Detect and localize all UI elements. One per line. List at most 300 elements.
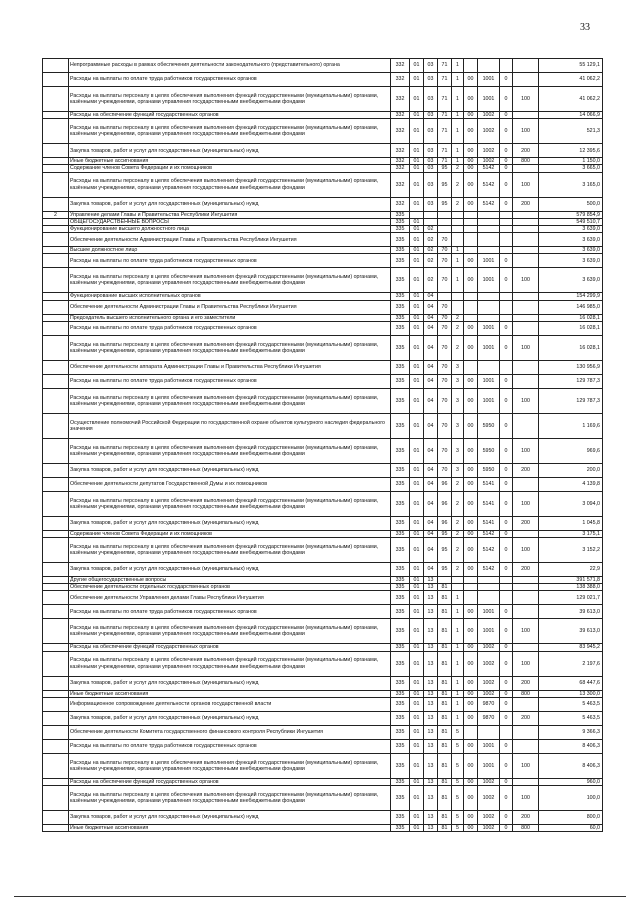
table-row (43, 144, 603, 158)
expense-type-code-cell (513, 233, 539, 247)
subsection-code-cell: 13 (424, 619, 438, 644)
expense-type-code-cell (513, 697, 539, 711)
subprogram-code-cell: 1 (452, 87, 464, 112)
program-code-cell: 70 (438, 268, 452, 293)
administrator-code-cell: 335 (391, 753, 410, 778)
row-number-cell (43, 644, 69, 651)
direction-code-cell: 5142 (478, 197, 500, 211)
table-row (43, 226, 603, 233)
direction-code-cell: 5141 (478, 491, 500, 516)
direction-code-cell: 1001 (478, 87, 500, 112)
table-row (43, 516, 603, 530)
amount-cell: 129 021,7 (539, 591, 603, 605)
expense-type-code-cell: 200 (513, 463, 539, 477)
expense-type-code-cell (513, 739, 539, 753)
section-code-cell: 01 (410, 218, 424, 225)
event-code-cell: 00 (464, 477, 478, 491)
expense-name-cell: Закупка товаров, работ и услуг для государственных (муниципальных) нужд (69, 144, 391, 158)
row-number-cell (43, 753, 69, 778)
subprogram-code-cell: 5 (452, 778, 464, 785)
row-number-cell (43, 563, 69, 577)
expense-name-cell: Председатель высшего исполнительного органа и его заместители (69, 314, 391, 321)
expense-name-cell: Расходы на выплаты персоналу в целях обеспечения выполнения функций государственными (муниципальными) органами, казёнными учреждениями, органами управления государственными внебюджетными фондами (69, 491, 391, 516)
administrator-code-cell: 332 (391, 144, 410, 158)
administrator-code-cell: 335 (391, 825, 410, 832)
expense-type-code-cell (513, 584, 539, 591)
section-code-cell: 01 (410, 786, 424, 811)
event-code-cell: 00 (464, 825, 478, 832)
administrator-code-cell: 335 (391, 651, 410, 676)
event-code-cell: 00 (464, 413, 478, 438)
expense-type-code-cell: 100 (513, 491, 539, 516)
row-number-cell (43, 254, 69, 268)
subsection-code-cell: 13 (424, 651, 438, 676)
table-row (43, 119, 603, 144)
administrator-code-cell: 335 (391, 226, 410, 233)
amount-cell: 549 510,7 (539, 218, 603, 225)
subsection-code-cell: 13 (424, 786, 438, 811)
section-code-cell: 01 (410, 87, 424, 112)
direction-code-cell: 1002 (478, 112, 500, 119)
direction-suffix-cell: 0 (500, 811, 513, 825)
expense-type-code-cell: 100 (513, 119, 539, 144)
expense-name-cell: Расходы на выплаты персоналу в целях обеспечения выполнения функций государственными (муниципальными) органами, казёнными учреждениями, органами управления государственными внебюджетными фондами (69, 619, 391, 644)
amount-cell: 154 299,9 (539, 293, 603, 300)
row-number-cell (43, 73, 69, 87)
direction-suffix-cell (500, 577, 513, 584)
event-code-cell (464, 226, 478, 233)
subsection-code-cell: 04 (424, 335, 438, 360)
expense-name-cell: Обеспечение деятельности аппарата Администрации Главы и Правительства Республики Ингушетия (69, 360, 391, 374)
program-code-cell: 81 (438, 725, 452, 739)
section-code-cell: 01 (410, 247, 424, 254)
direction-suffix-cell: 0 (500, 87, 513, 112)
subprogram-code-cell (452, 233, 464, 247)
direction-suffix-cell: 0 (500, 538, 513, 563)
table-row (43, 413, 603, 438)
program-code-cell: 70 (438, 413, 452, 438)
program-code-cell: 71 (438, 112, 452, 119)
subsection-code-cell: 02 (424, 233, 438, 247)
row-number-cell (43, 226, 69, 233)
event-code-cell (464, 300, 478, 314)
row-number-cell (43, 725, 69, 739)
event-code-cell: 00 (464, 158, 478, 165)
expense-type-code-cell: 100 (513, 786, 539, 811)
event-code-cell: 00 (464, 516, 478, 530)
table-row (43, 158, 603, 165)
expense-type-code-cell (513, 530, 539, 537)
table-row (43, 605, 603, 619)
amount-cell: 1 045,8 (539, 516, 603, 530)
subsection-code-cell: 04 (424, 300, 438, 314)
program-code-cell: 70 (438, 321, 452, 335)
section-code-cell: 01 (410, 233, 424, 247)
direction-code-cell: 1002 (478, 651, 500, 676)
direction-code-cell: 1001 (478, 268, 500, 293)
table-row (43, 825, 603, 832)
administrator-code-cell: 335 (391, 268, 410, 293)
event-code-cell (464, 584, 478, 591)
subprogram-code-cell: 1 (452, 119, 464, 144)
direction-suffix-cell (500, 314, 513, 321)
table-row (43, 218, 603, 225)
amount-cell: 5 463,5 (539, 697, 603, 711)
row-number-cell (43, 619, 69, 644)
direction-code-cell (478, 725, 500, 739)
direction-code-cell: 1001 (478, 335, 500, 360)
direction-code-cell (478, 360, 500, 374)
subsection-code-cell: 13 (424, 644, 438, 651)
direction-code-cell: 1002 (478, 825, 500, 832)
program-code-cell: 81 (438, 753, 452, 778)
table-row (43, 491, 603, 516)
section-code-cell: 01 (410, 388, 424, 413)
amount-cell: 14 066,9 (539, 112, 603, 119)
administrator-code-cell: 335 (391, 676, 410, 690)
subsection-code-cell: 04 (424, 538, 438, 563)
event-code-cell: 00 (464, 87, 478, 112)
row-number-cell (43, 825, 69, 832)
subprogram-code-cell: 2 (452, 530, 464, 537)
expense-name-cell: Закупка товаров, работ и услуг для государственных (муниципальных) нужд (69, 711, 391, 725)
direction-code-cell: 5950 (478, 438, 500, 463)
program-code-cell: 81 (438, 786, 452, 811)
direction-code-cell: 1001 (478, 73, 500, 87)
administrator-code-cell: 335 (391, 697, 410, 711)
event-code-cell: 00 (464, 811, 478, 825)
section-code-cell: 01 (410, 491, 424, 516)
section-code-cell: 01 (410, 577, 424, 584)
event-code-cell (464, 233, 478, 247)
amount-cell: 8 406,3 (539, 739, 603, 753)
table-row (43, 374, 603, 388)
expense-name-cell: Иные бюджетные ассигнования (69, 690, 391, 697)
subsection-code-cell: 03 (424, 158, 438, 165)
expense-type-code-cell: 200 (513, 516, 539, 530)
expense-type-code-cell (513, 591, 539, 605)
expense-type-code-cell (513, 247, 539, 254)
program-code-cell: 95 (438, 197, 452, 211)
page-number: 33 (580, 22, 590, 33)
expense-name-cell: Закупка товаров, работ и услуг для государственных (муниципальных) нужд (69, 516, 391, 530)
administrator-code-cell: 335 (391, 463, 410, 477)
subsection-code-cell: 13 (424, 725, 438, 739)
administrator-code-cell: 335 (391, 690, 410, 697)
budget-table-body (43, 59, 603, 832)
subprogram-code-cell: 1 (452, 254, 464, 268)
table-row (43, 739, 603, 753)
administrator-code-cell: 335 (391, 293, 410, 300)
section-code-cell: 01 (410, 172, 424, 197)
expense-name-cell: Расходы на выплаты персоналу в целях обеспечения выполнения функций государственными (муниципальными) органами, казёнными учреждениями, органами управления государственными внебюджетными фондами (69, 786, 391, 811)
program-code-cell: 95 (438, 538, 452, 563)
expense-name-cell: Расходы на выплаты персоналу в целях обеспечения выполнения функций государственными (муниципальными) органами, казёнными учреждениями, органами управления государственными внебюджетными фондами (69, 335, 391, 360)
amount-cell: 39 613,0 (539, 605, 603, 619)
subprogram-code-cell: 2 (452, 538, 464, 563)
direction-code-cell: 5950 (478, 463, 500, 477)
program-code-cell: 71 (438, 158, 452, 165)
amount-cell: 9 366,3 (539, 725, 603, 739)
table-row (43, 690, 603, 697)
subsection-code-cell: 04 (424, 321, 438, 335)
expense-name-cell: Расходы на выплаты персоналу в целях обеспечения выполнения функций государственными (муниципальными) органами, казёнными учреждениями, органами управления государственными внебюджетными фондами (69, 438, 391, 463)
direction-suffix-cell: 0 (500, 119, 513, 144)
direction-code-cell: 1002 (478, 158, 500, 165)
section-code-cell: 01 (410, 516, 424, 530)
row-number-cell (43, 360, 69, 374)
amount-cell: 579 854,9 (539, 211, 603, 218)
row-number-cell (43, 690, 69, 697)
subsection-code-cell: 03 (424, 144, 438, 158)
event-code-cell: 00 (464, 463, 478, 477)
event-code-cell: 00 (464, 172, 478, 197)
direction-code-cell: 1001 (478, 374, 500, 388)
subprogram-code-cell: 1 (452, 112, 464, 119)
amount-cell: 969,6 (539, 438, 603, 463)
expense-type-code-cell (513, 218, 539, 225)
table-row (43, 778, 603, 785)
section-code-cell: 01 (410, 321, 424, 335)
program-code-cell: 81 (438, 739, 452, 753)
table-row (43, 233, 603, 247)
subprogram-code-cell: 1 (452, 158, 464, 165)
row-number-cell (43, 605, 69, 619)
direction-code-cell: 1001 (478, 388, 500, 413)
subprogram-code-cell: 2 (452, 516, 464, 530)
event-code-cell: 00 (464, 651, 478, 676)
direction-code-cell: 5142 (478, 172, 500, 197)
row-number-cell (43, 591, 69, 605)
section-code-cell: 01 (410, 619, 424, 644)
event-code-cell: 00 (464, 605, 478, 619)
event-code-cell: 00 (464, 268, 478, 293)
section-code-cell: 01 (410, 268, 424, 293)
amount-cell: 800,0 (539, 811, 603, 825)
amount-cell: 1 150,0 (539, 158, 603, 165)
row-number-cell (43, 778, 69, 785)
subprogram-code-cell: 2 (452, 197, 464, 211)
section-code-cell: 01 (410, 644, 424, 651)
table-row (43, 591, 603, 605)
row-number-cell (43, 811, 69, 825)
amount-cell: 12 395,6 (539, 144, 603, 158)
event-code-cell: 00 (464, 438, 478, 463)
direction-code-cell (478, 211, 500, 218)
subsection-code-cell: 04 (424, 388, 438, 413)
amount-cell: 22,9 (539, 563, 603, 577)
row-number-cell (43, 584, 69, 591)
expense-name-cell: Закупка товаров, работ и услуг для государственных (муниципальных) нужд (69, 676, 391, 690)
subprogram-code-cell: 1 (452, 247, 464, 254)
section-code-cell: 01 (410, 725, 424, 739)
program-code-cell: 81 (438, 591, 452, 605)
direction-suffix-cell (500, 300, 513, 314)
direction-suffix-cell: 0 (500, 335, 513, 360)
direction-suffix-cell: 0 (500, 644, 513, 651)
event-code-cell (464, 314, 478, 321)
event-code-cell (464, 218, 478, 225)
administrator-code-cell: 335 (391, 811, 410, 825)
direction-suffix-cell: 0 (500, 491, 513, 516)
expense-type-code-cell (513, 778, 539, 785)
section-code-cell: 01 (410, 254, 424, 268)
event-code-cell: 00 (464, 144, 478, 158)
expense-name-cell: Обеспечение деятельности Администрации Главы и Правительства Республики Ингушетия (69, 300, 391, 314)
subsection-code-cell: 04 (424, 491, 438, 516)
row-number-cell (43, 197, 69, 211)
row-number-cell (43, 268, 69, 293)
administrator-code-cell: 335 (391, 538, 410, 563)
direction-suffix-cell: 0 (500, 651, 513, 676)
direction-suffix-cell: 0 (500, 753, 513, 778)
expense-name-cell: Закупка товаров, работ и услуг для государственных (муниципальных) нужд (69, 197, 391, 211)
expense-type-code-cell: 100 (513, 388, 539, 413)
subsection-code-cell: 13 (424, 711, 438, 725)
direction-code-cell: 5142 (478, 165, 500, 172)
program-code-cell (438, 293, 452, 300)
subprogram-code-cell: 3 (452, 360, 464, 374)
direction-code-cell: 5141 (478, 477, 500, 491)
subprogram-code-cell: 1 (452, 676, 464, 690)
table-row (43, 112, 603, 119)
table-row (43, 321, 603, 335)
row-number-cell (43, 144, 69, 158)
direction-code-cell: 1001 (478, 605, 500, 619)
direction-suffix-cell: 0 (500, 463, 513, 477)
expense-name-cell: Обеспечение деятельности Комитета государственного финансового контроля Республики Ингушетия (69, 725, 391, 739)
table-row (43, 711, 603, 725)
event-code-cell: 00 (464, 690, 478, 697)
program-code-cell: 96 (438, 491, 452, 516)
direction-code-cell: 1002 (478, 644, 500, 651)
direction-code-cell: 1001 (478, 753, 500, 778)
program-code-cell: 81 (438, 605, 452, 619)
section-code-cell: 01 (410, 676, 424, 690)
subprogram-code-cell (452, 577, 464, 584)
row-number-cell (43, 388, 69, 413)
table-row (43, 300, 603, 314)
administrator-code-cell: 335 (391, 218, 410, 225)
administrator-code-cell: 335 (391, 438, 410, 463)
expense-type-code-cell (513, 360, 539, 374)
administrator-code-cell: 332 (391, 73, 410, 87)
event-code-cell: 00 (464, 530, 478, 537)
amount-cell: 146 985,0 (539, 300, 603, 314)
amount-cell: 8 406,3 (539, 753, 603, 778)
program-code-cell: 71 (438, 59, 452, 73)
table-row (43, 293, 603, 300)
direction-code-cell (478, 314, 500, 321)
subprogram-code-cell: 5 (452, 811, 464, 825)
expense-name-cell: Иные бюджетные ассигнования (69, 158, 391, 165)
expense-name-cell: Расходы на выплаты по оплате труда работников государственных органов (69, 254, 391, 268)
table-row (43, 388, 603, 413)
expense-name-cell: Функционирование высшего должностного лица (69, 226, 391, 233)
program-code-cell: 81 (438, 584, 452, 591)
subprogram-code-cell: 5 (452, 753, 464, 778)
amount-cell: 129 787,3 (539, 374, 603, 388)
table-row (43, 268, 603, 293)
direction-code-cell: 1001 (478, 254, 500, 268)
program-code-cell (438, 218, 452, 225)
amount-cell: 391 571,8 (539, 577, 603, 584)
expense-name-cell: Расходы на выплаты по оплате труда работников государственных органов (69, 739, 391, 753)
event-code-cell (464, 247, 478, 254)
row-number-cell (43, 538, 69, 563)
administrator-code-cell: 335 (391, 739, 410, 753)
direction-suffix-cell: 0 (500, 413, 513, 438)
direction-suffix-cell (500, 218, 513, 225)
expense-type-code-cell: 200 (513, 811, 539, 825)
expense-type-code-cell: 100 (513, 335, 539, 360)
row-number-cell (43, 119, 69, 144)
program-code-cell: 95 (438, 165, 452, 172)
expense-type-code-cell (513, 59, 539, 73)
subprogram-code-cell: 1 (452, 605, 464, 619)
subsection-code-cell: 04 (424, 314, 438, 321)
event-code-cell: 00 (464, 165, 478, 172)
subsection-code-cell: 03 (424, 87, 438, 112)
subsection-code-cell: 04 (424, 516, 438, 530)
section-code-cell: 01 (410, 119, 424, 144)
section-code-cell: 01 (410, 739, 424, 753)
subsection-code-cell: 13 (424, 825, 438, 832)
subsection-code-cell: 13 (424, 605, 438, 619)
table-row (43, 725, 603, 739)
expense-type-code-cell: 200 (513, 197, 539, 211)
administrator-code-cell: 332 (391, 165, 410, 172)
expense-name-cell: Иные бюджетные ассигнования (69, 825, 391, 832)
direction-suffix-cell: 0 (500, 697, 513, 711)
administrator-code-cell: 335 (391, 584, 410, 591)
amount-cell: 83 945,2 (539, 644, 603, 651)
subsection-code-cell: 13 (424, 739, 438, 753)
direction-code-cell: 1001 (478, 619, 500, 644)
expense-type-code-cell (513, 314, 539, 321)
expense-name-cell: ОБЩЕГОСУДАРСТВЕННЫЕ ВОПРОСЫ (69, 218, 391, 225)
amount-cell: 3 665,0 (539, 165, 603, 172)
administrator-code-cell: 335 (391, 619, 410, 644)
table-row (43, 584, 603, 591)
row-number-cell (43, 59, 69, 73)
subprogram-code-cell: 5 (452, 786, 464, 811)
row-number-cell (43, 87, 69, 112)
amount-cell: 960,0 (539, 778, 603, 785)
expense-name-cell: Содержание членов Совета Федерации и их помощников (69, 530, 391, 537)
direction-suffix-cell: 0 (500, 73, 513, 87)
row-number-cell (43, 413, 69, 438)
administrator-code-cell: 335 (391, 335, 410, 360)
direction-suffix-cell: 0 (500, 711, 513, 725)
administrator-code-cell: 335 (391, 711, 410, 725)
expense-name-cell: Расходы на обеспечение функций государственных органов (69, 112, 391, 119)
expense-name-cell: Осуществление полномочий Российской Федерации по государственной охране объектов культурного наследия федерального значения (69, 413, 391, 438)
table-row (43, 360, 603, 374)
program-code-cell: 70 (438, 247, 452, 254)
administrator-code-cell: 335 (391, 605, 410, 619)
amount-cell: 16 028,1 (539, 335, 603, 360)
direction-suffix-cell: 0 (500, 172, 513, 197)
subsection-code-cell: 13 (424, 676, 438, 690)
expense-type-code-cell (513, 73, 539, 87)
amount-cell: 60,0 (539, 825, 603, 832)
direction-code-cell (478, 577, 500, 584)
event-code-cell: 00 (464, 112, 478, 119)
expense-name-cell: Другие общегосударственные вопросы (69, 577, 391, 584)
row-number-cell (43, 577, 69, 584)
direction-suffix-cell (500, 725, 513, 739)
